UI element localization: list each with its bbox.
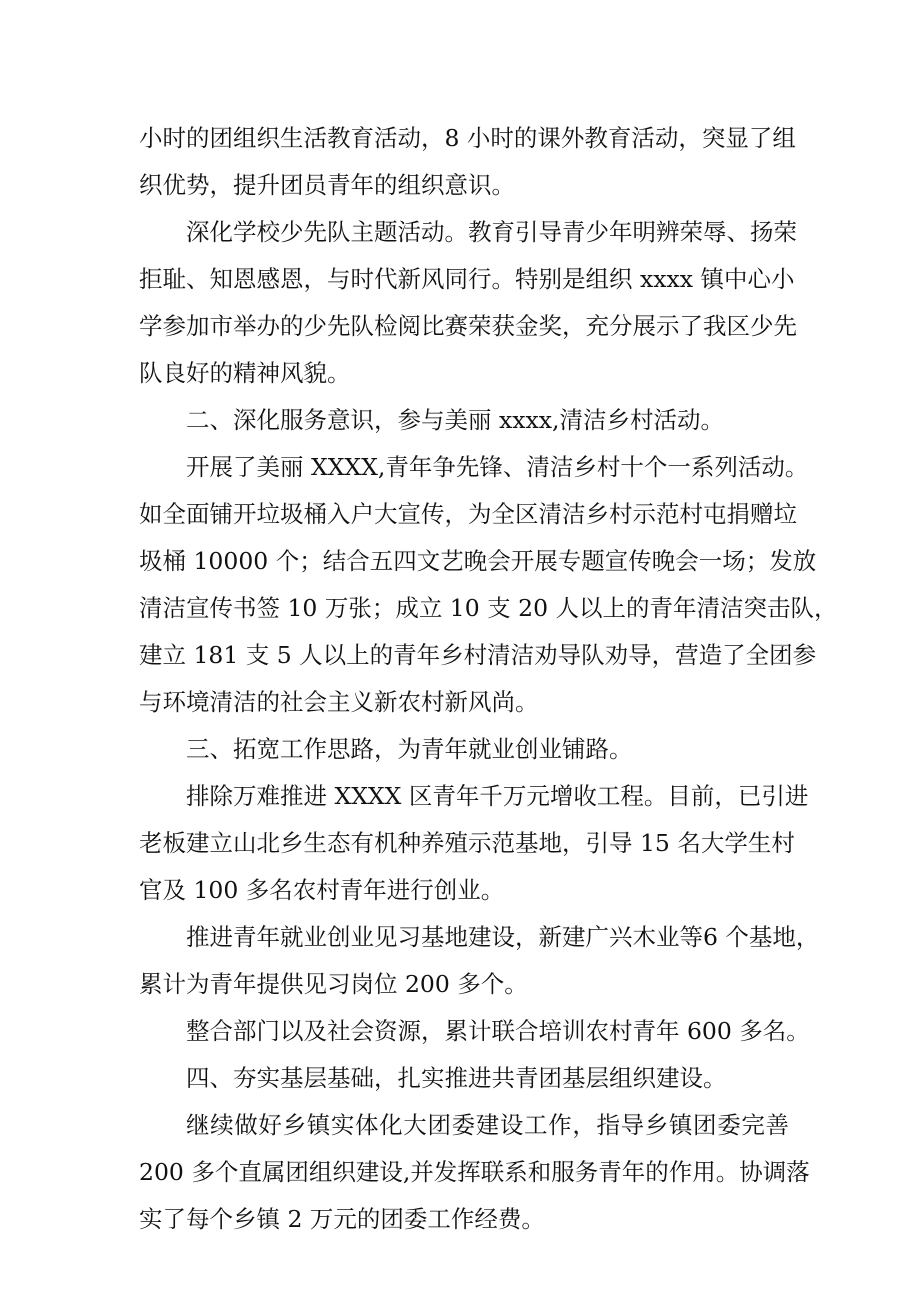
text-line: 实了每个乡镇 2 万元的团委工作经费。	[139, 1205, 545, 1233]
text-line: 学参加市举办的少先队检阅比赛荣获金奖，充分展示了我区少先	[139, 312, 797, 340]
text-line: 老板建立山北乡生态有机种养殖示范基地，引导 15 名大学生村	[139, 829, 795, 857]
text-line: 推进青年就业创业见习基地建设，新建广兴木业等6 个基地，	[186, 923, 820, 951]
text-line: 整合部门以及社会资源，累计联合培训农村青年 600 多名。	[186, 1017, 810, 1045]
section-heading: 四、夯实基层基础，扎实推进共青团基层组织建设。	[186, 1064, 727, 1092]
text-line: 开展了美丽 XXXX,青年争先锋、清洁乡村十个一系列活动。	[186, 453, 809, 481]
text-line: 深化学校少先队主题活动。教育引导青少年明辨荣辱、扬荣	[186, 218, 797, 246]
text-line: 继续做好乡镇实体化大团委建设工作，指导乡镇团委完善	[186, 1111, 789, 1139]
text-line: 累计为青年提供见习岗位 200 多个。	[139, 970, 528, 998]
text-line: 清洁宣传书签 10 万张；成立 10 支 20 人以上的青年清洁突击队，	[139, 594, 838, 622]
document-body	[139, 115, 838, 1243]
text-line: 拒耻、知恩感恩，与时代新风同行。特别是组织 xxxx 镇中心小	[139, 265, 795, 293]
text-line: 建立 181 支 5 人以上的青年乡村清洁劝导队劝导，营造了全团参	[139, 641, 817, 669]
text-line: 如全面铺开垃圾桶入户大宣传，为全区清洁乡村示范村屯捐赠垃	[139, 500, 797, 528]
text-line: 与环境清洁的社会主义新农村新风尚。	[139, 688, 539, 716]
text-line: 排除万难推进 XXXX 区青年千万元增收工程。目前，已引进	[186, 782, 809, 810]
text-line: 官及 100 多名农村青年进行创业。	[139, 876, 505, 904]
text-line: 队良好的精神风貌。	[139, 359, 351, 387]
section-heading: 二、深化服务意识，参与美丽 xxxx,清洁乡村活动。	[186, 406, 724, 434]
text-line: 织优势，提升团员青年的组织意识。	[139, 171, 515, 199]
section-heading: 三、拓宽工作思路，为青年就业创业铺路。	[186, 735, 633, 763]
text-line: 200 多个直属团组织建设,并发挥联系和服务青年的作用。协调落	[139, 1158, 810, 1186]
text-line: 小时的团组织生活教育活动，8 小时的课外教育活动，突显了组	[139, 124, 796, 152]
text-line: 圾桶 10000 个；结合五四文艺晚会开展专题宣传晚会一场；发放	[139, 547, 817, 575]
